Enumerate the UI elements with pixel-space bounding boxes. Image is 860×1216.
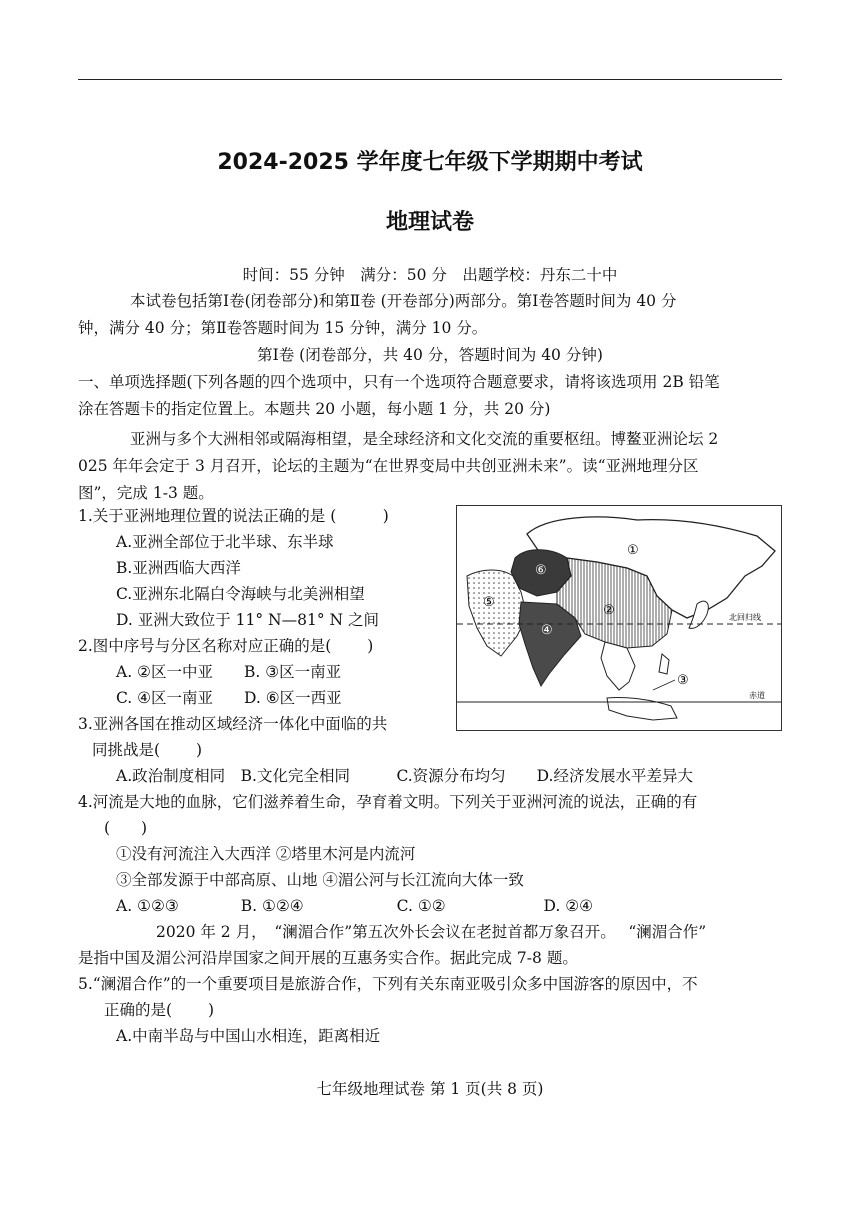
q2-options-ab: A. ②区一中亚 B. ③区一南亚 (116, 663, 342, 681)
q1-stem: 1.关于亚洲地理位置的说法正确的是 ( ) (78, 507, 389, 525)
q4-statements-2: ③全部发源于中部高原、山地 ④湄公河与长江流向大体一致 (116, 871, 524, 889)
exam-title: 2024-2025 学年度七年级下学期期中考试 (217, 150, 643, 175)
label-region-3: ③ (677, 673, 689, 688)
passage1-line-2: 025 年年会定于 3 月召开，论坛的主题为“在世界变局中共创亚洲未来”。读“亚洲地理分区 (78, 457, 699, 475)
passage2-line-2: 是指中国及湄公河沿岸国家之间开展的互惠务实合作。据此完成 7-8 题。 (78, 949, 578, 967)
q5-stem-1: 5.“澜湄合作”的一个重要项目是旅游合作，下列有关东南亚吸引众多中国游客的原因中，不 (78, 975, 698, 993)
q3-stem-2: 同挑战是( ) (92, 741, 203, 759)
q3-stem-1: 3.亚洲各国在推动区域经济一体化中面临的共 (78, 715, 388, 733)
southeast-asia-mainland (601, 642, 635, 690)
q1-option-d: D. 亚洲大致位于 11° N—81° N 之间 (116, 611, 380, 629)
q3-options: A.政治制度相同 B.文化完全相同 C.资源分布均匀 D.经济发展水平差异大 (116, 767, 693, 785)
q2-options-cd: C. ④区一南亚 D. ⑥区一西亚 (116, 689, 342, 707)
intro-line-2: 钟，满分 40 分；第Ⅱ卷答题时间为 15 分钟，满分 10 分。 (78, 319, 488, 337)
philippines (659, 654, 669, 674)
label-equator: 赤道 (749, 691, 765, 700)
q1-option-a: A.亚洲全部位于北半球、东半球 (116, 533, 334, 551)
label-region-6: ⑥ (535, 563, 547, 578)
q1-option-c: C.亚洲东北隔白令海峡与北美洲相望 (116, 585, 365, 603)
passage1-line-3: 图”，完成 1-3 题。 (78, 484, 214, 502)
intro-line-1: 本试卷包括第Ⅰ卷(闭卷部分)和第Ⅱ卷 (开卷部分)两部分。第Ⅰ卷答题时间为 40 分 (130, 292, 677, 310)
q4-statements-1: ①没有河流注入大西洋 ②塔里木河是内流河 (116, 845, 416, 863)
section-instruction-1: 一、单项选择题(下列各题的四个选项中，只有一个选项符合题意要求，请将该选项用 2B 铅笔 (78, 373, 720, 391)
q2-stem: 2.图中序号与分区名称对应正确的是( ) (78, 637, 374, 655)
asia-map-svg (457, 506, 781, 730)
label-region-4: ④ (541, 623, 553, 638)
label-3-leader (653, 680, 675, 690)
label-region-2: ② (603, 603, 615, 618)
exam-subtitle: 地理试卷 (385, 210, 474, 235)
page-footer: 七年级地理试卷 第 1 页(共 8 页) (316, 1080, 544, 1098)
passage2-line-1: 2020 年 2 月， “澜湄合作”第五次外长会议在老挝首都万象召开。 “澜湄合作” (156, 923, 707, 941)
q4-stem-2: ( ) (104, 819, 148, 837)
passage1-line-1: 亚洲与多个大洲相邻或隔海相望，是全球经济和文化交流的重要枢纽。博鳌亚洲论坛 2 (130, 430, 719, 448)
southeast-asia-islands (607, 697, 677, 720)
label-region-5: ⑤ (483, 595, 495, 610)
q1-option-b: B.亚洲西临大西洋 (116, 559, 241, 577)
exam-info: 时间：55 分钟 满分：50 分 出题学校：丹东二十中 (242, 266, 618, 284)
label-tropic: 北回归线 (729, 613, 761, 622)
top-rule (78, 79, 782, 80)
q5-option-a: A.中南半岛与中国山水相连，距离相近 (116, 1027, 381, 1045)
asia-region-map (456, 505, 782, 731)
q5-stem-2: 正确的是( ) (104, 1001, 215, 1019)
q4-options: A. ①②③ B. ①②④ C. ①② D. ②④ (116, 897, 594, 915)
section-instruction-2: 涂在答题卡的指定位置上。本题共 20 小题，每小题 1 分，共 20 分) (78, 400, 551, 418)
q4-stem-1: 4.河流是大地的血脉，它们滋养着生命，孕育着文明。下列关于亚洲河流的说法，正确的有 (78, 793, 698, 811)
part1-heading: 第Ⅰ卷 (闭卷部分，共 40 分，答题时间为 40 分钟) (257, 346, 603, 364)
label-region-1: ① (627, 543, 639, 558)
